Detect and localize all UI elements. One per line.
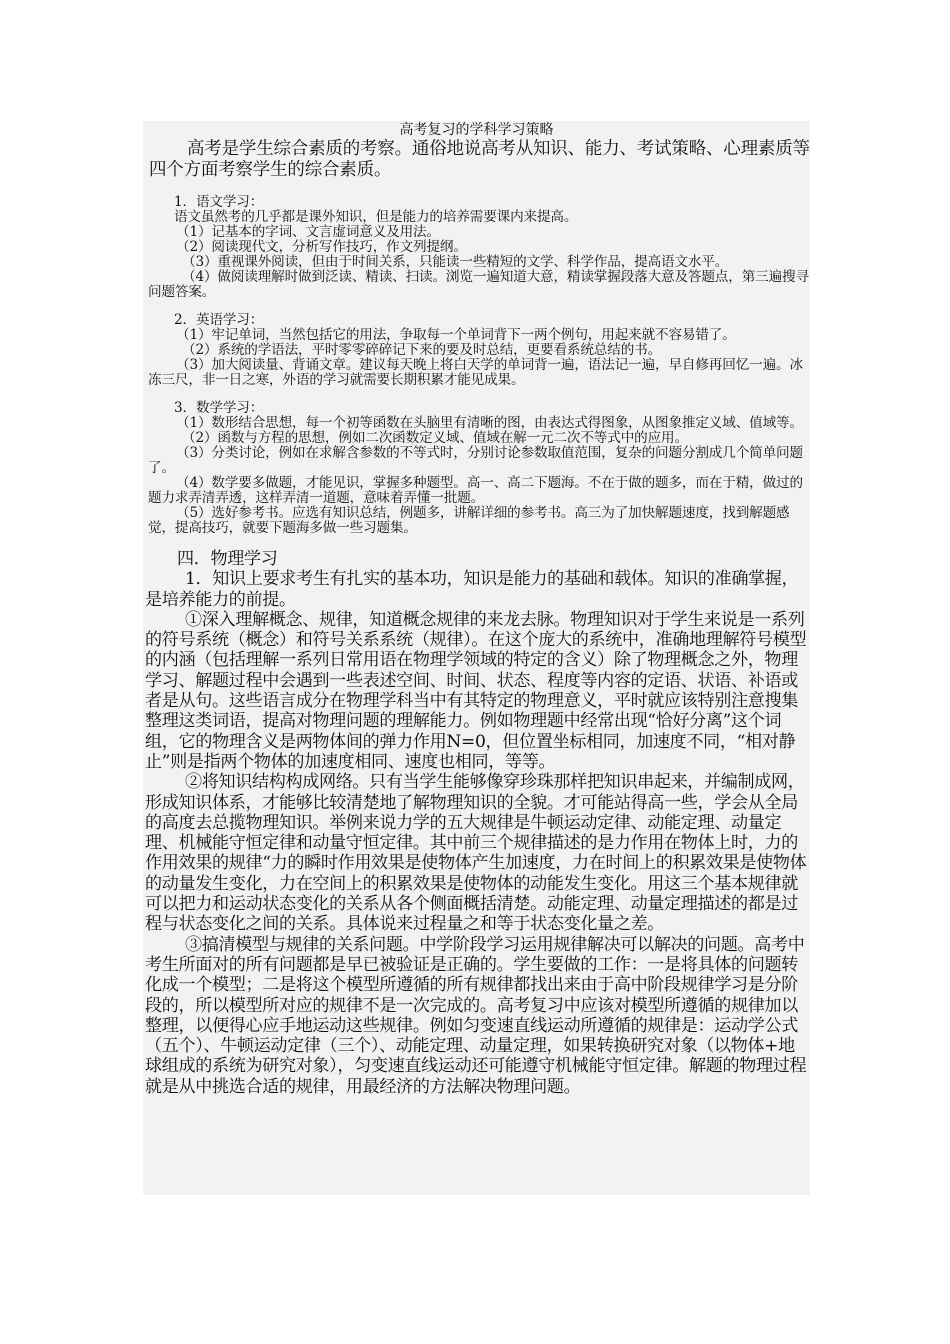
english-section — [143, 313, 810, 388]
english-item: （3）加大阅读量、背诵文章。建议每天晚上将白天学的单词背一遍，语法记一遍，早自修再回忆一遍。冰冻三尺，非一日之寒，外语的学习就需要长期积累才能见成果。 — [148, 357, 803, 388]
physics-paragraph: ①深入理解概念、规律，知道概念规律的来龙去脉。物理知识对于学生来说是一系列的符号系统（概念）和符号关系系统（规律）。在这个庞大的系统中，准确地理解符号模型的内涵（包括理解一系列日常用语在物理学领域的特定的含义）除了物理概念之外，物理学习、解题过程中会遇到一些表述空间、时间、状态、程度等内容的定语、状语、补语或者是从句。这些语言成分在物理学科当中有其特定的物理意义，平时就应该特别注意搜集整理这类词语，提高对物理问题的理解能力。例如物理题中经常出现“恰好分离”这个词组，它的物理含义是两物体间的弹力作用N=0，但位置坐标相同，加速度不同，“相对静止”则是指两个物体的加速度相同、速度也相同，等等。 — [145, 609, 807, 772]
chinese-item: （4）做阅读理解时做到泛读、精读、扫读。浏览一遍知道大意，精读掌握段落大意及答题点，第三遍搜寻问题答案。 — [148, 269, 809, 300]
chinese-item: （3）重视课外阅读，但由于时间关系，只能读一些精短的文学、科学作品，提高语文水平。 — [182, 254, 729, 270]
math-section — [143, 401, 810, 536]
chinese-item: （2）阅读现代文，分析写作技巧，作文列提纲。 — [176, 239, 467, 255]
math-item: （4）数学要多做题，才能见识，掌握多种题型。高一、高二下题海。不在于做的题多，而在于精，做过的题力求弄清弄透，这样弄清一道题，意味着弄懂一批题。 — [148, 475, 803, 506]
english-heading: 2．英语学习： — [174, 312, 264, 328]
chinese-heading: 1．语文学习： — [174, 194, 264, 210]
physics-paragraph: ③搞清模型与规律的关系问题。中学阶段学习运用规律解决可以解决的问题。高考中考生所面对的所有问题都是早已被验证是正确的。学生要做的工作：一是将具体的问题转化成一个模型；二是将这个模型所遵循的所有规律都找出来由于高中阶段规律学习是分阶段的，所以模型所对应的规律不是一次完成的。高考复习中应该对模型所遵循的规律加以整理，以便得心应手地运动这些规律。例如匀变速直线运动所遵循的规律是：运动学公式（五个）、牛顿运动定律（三个）、动能定理、动量定理，如果转换研究对象（以物体+地球组成的系统为研究对象），匀变速直线运动还可能遵守机械能守恒定律。解题的物理过程就是从中挑选合适的规律，用最经济的方法解决物理问题。 — [145, 934, 807, 1097]
math-item: （3）分类讨论，例如在求解含参数的不等式时，分别讨论参数取值范围，复杂的问题分割成几个简单问题了。 — [148, 445, 803, 476]
english-item: （2）系统的学语法，平时零零碎碎记下来的要及时总结，更要看系统总结的书。 — [182, 342, 662, 358]
physics-heading: 四．物理学习 — [177, 549, 278, 569]
intro-paragraph: 高考是学生综合素质的考察。通俗地说高考从知识、能力、考试策略、心理素质等四个方面考察学生的综合素质。 — [149, 139, 810, 180]
physics-paragraph: 1．知识上要求考生有扎实的基本功，知识是能力的基础和载体。知识的准确掌握，是培养能力的前提。 — [145, 569, 799, 610]
math-item: （2）函数与方程的思想，例如二次函数定义域、值域在解一元二次不等式中的应用。 — [182, 430, 688, 446]
document-page — [143, 121, 810, 1195]
physics-section — [143, 549, 810, 1097]
math-item: （1）数形结合思想，每一个初等函数在头脑里有清晰的图，由表达式得图象，从图象推定义域、值域等。 — [176, 415, 803, 431]
math-heading: 3．数学学习： — [174, 400, 264, 416]
document-title: 高考复习的学科学习策略 — [399, 122, 554, 138]
physics-paragraph: ②将知识结构构成网络。只有当学生能够像穿珍珠那样把知识串起来，并编制成网，形成知识体系，才能够比较清楚地了解物理知识的全貌。才可能站得高一些，学会从全局的高度去总揽物理知识。举例来说力学的五大规律是牛顿运动定律、动能定理、动量定理、机械能守恒定律和动量守恒定律。其中前三个规律描述的是力作用在物体上时，力的作用效果的规律“力的瞬时作用效果是使物体产生加速度，力在时间上的积累效果是使物体的动量发生变化，力在空间上的积累效果是使物体的动能发生变化。用这三个基本规律就可以把力和运动状态变化的关系从各个侧面概括清楚。动能定理、动量定理描述的都是过程与状态变化之间的关系。具体说来过程量之和等于状态变化量之差。 — [145, 772, 807, 935]
chinese-section — [143, 195, 810, 300]
chinese-lead: 语文虽然考的几乎都是课外知识，但是能力的培养需要课内来提高。 — [174, 209, 578, 225]
english-item: （1）牢记单词，当然包括它的用法，争取每一个单词背下一两个例句，用起来就不容易错了。 — [176, 327, 736, 343]
math-item: （5）选好参考书。应选有知识总结，例题多，讲解详细的参考书。高三为了加快解题速度，找到解题感觉，提高技巧，就要下题海多做一些习题集。 — [148, 505, 790, 536]
chinese-item: （1）记基本的字词、文言虚词意义及用法。 — [176, 224, 440, 240]
